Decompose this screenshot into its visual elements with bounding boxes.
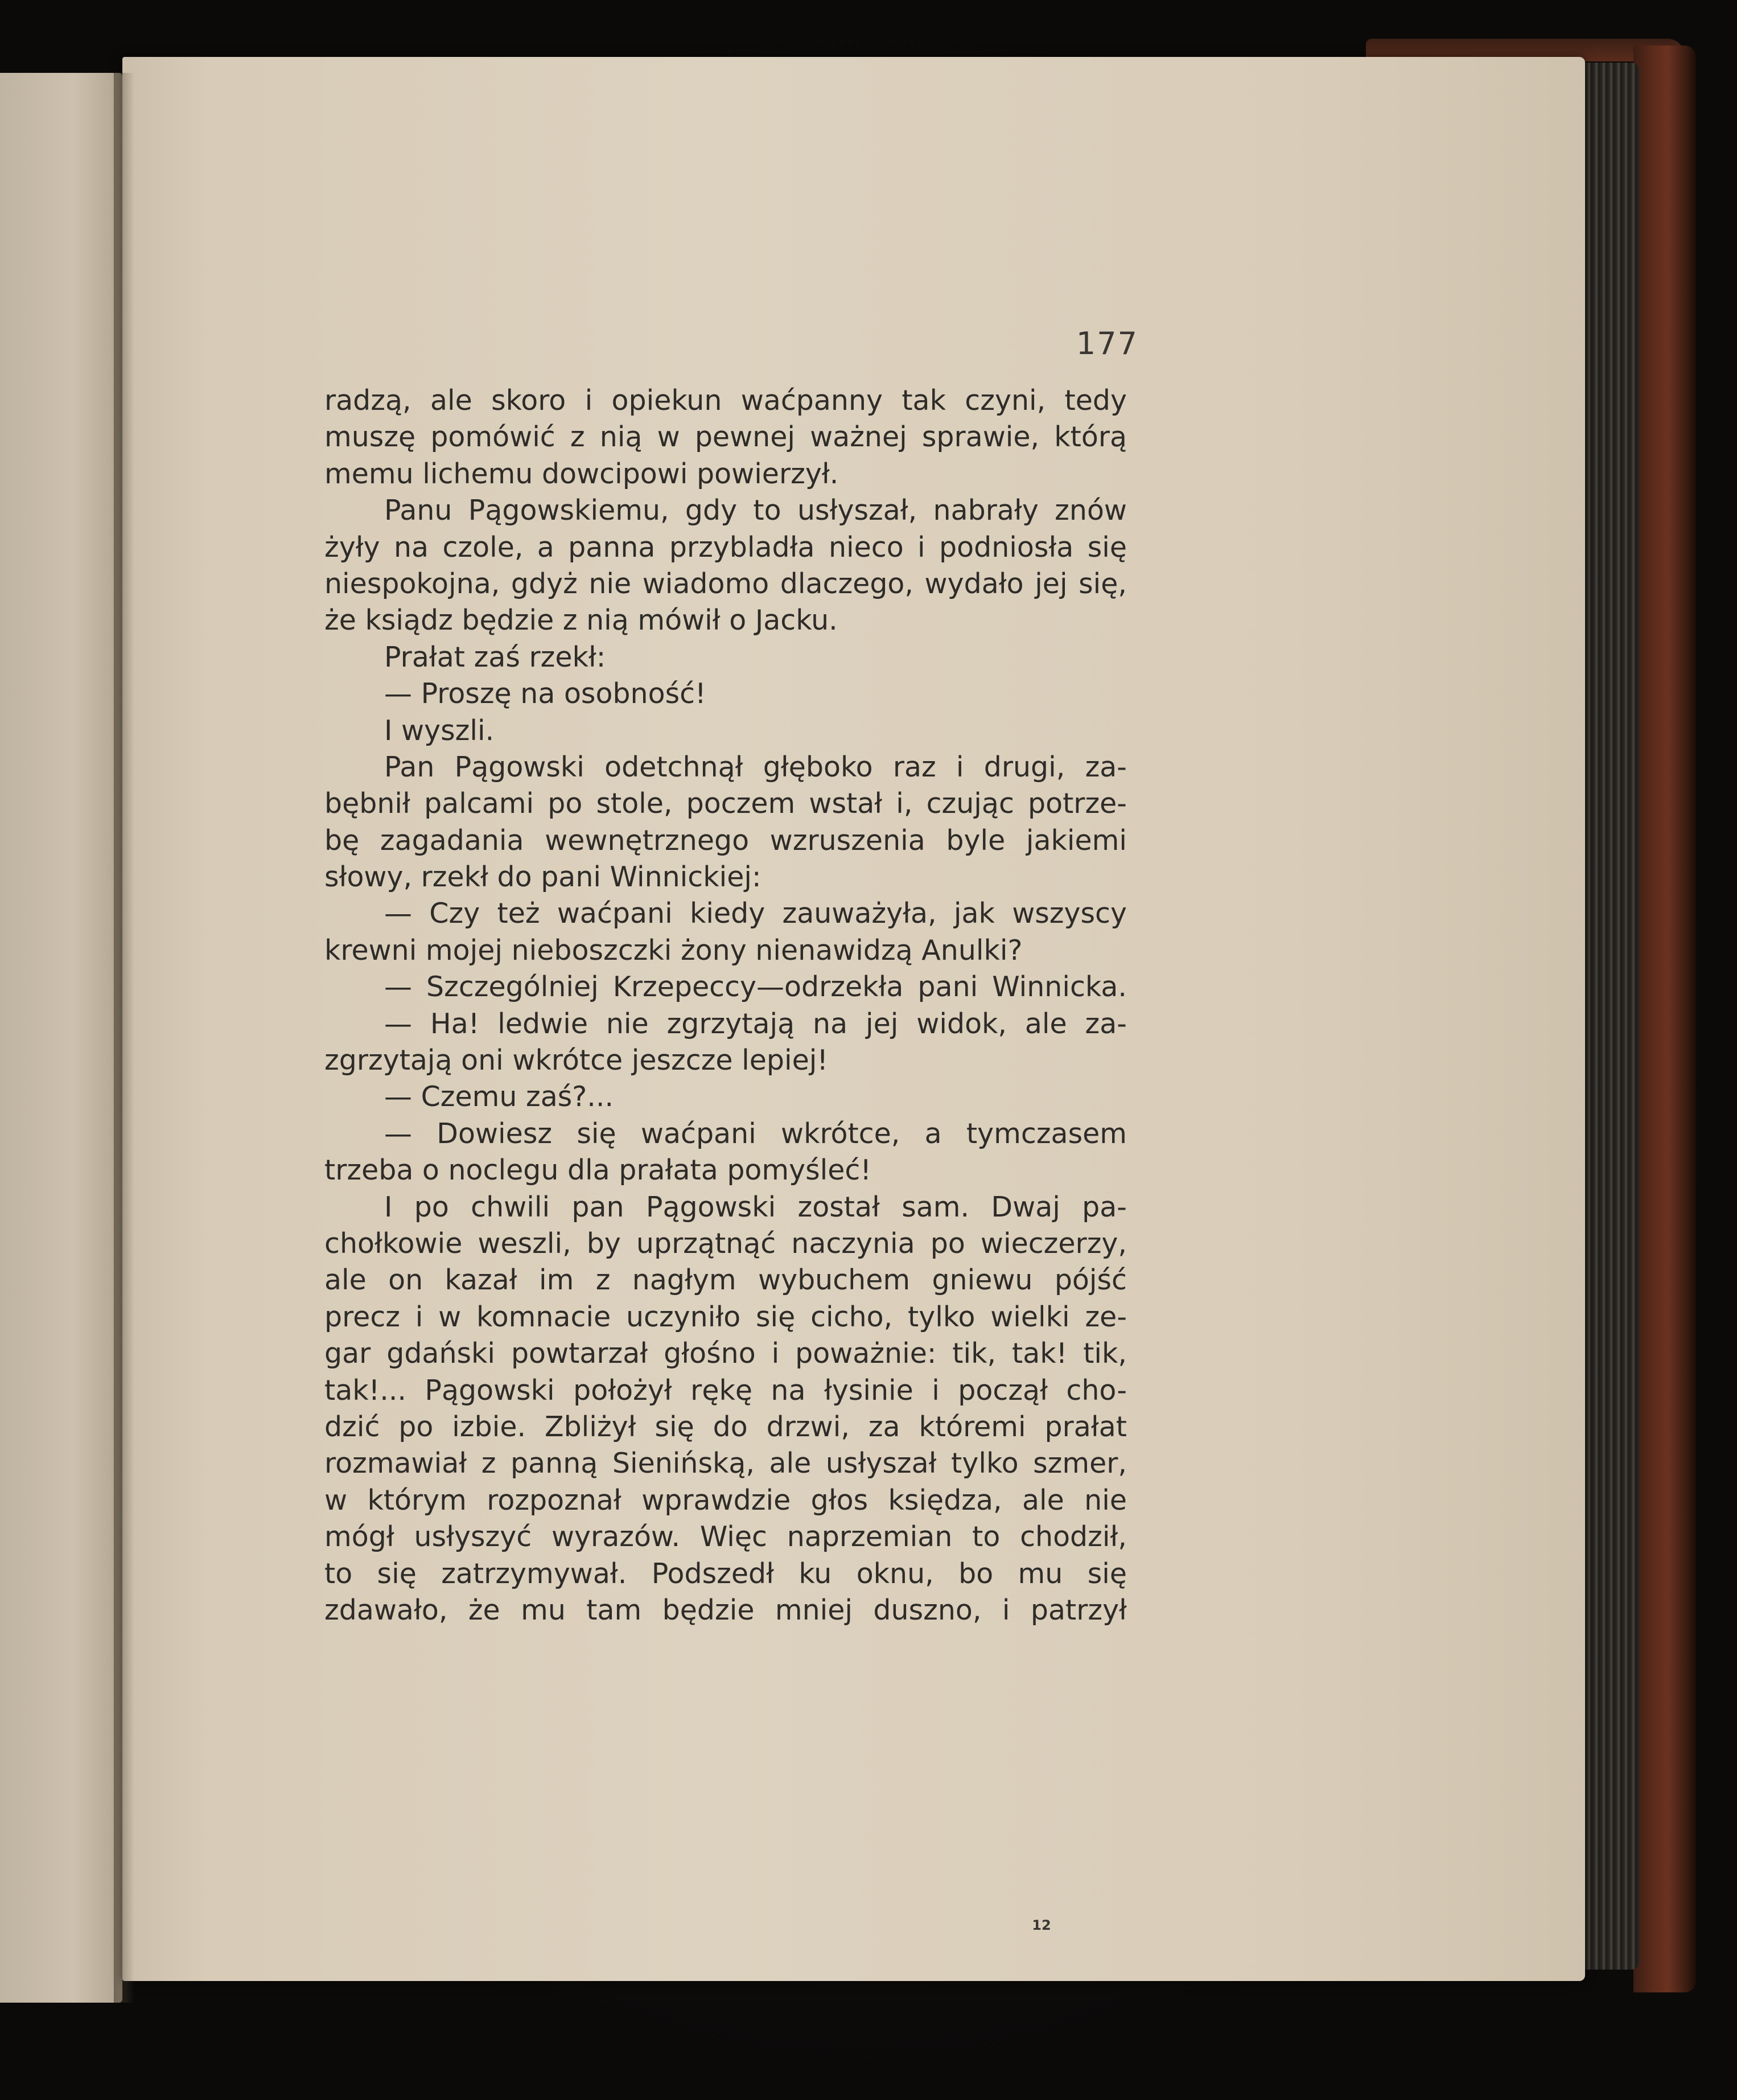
text-line: zdawało, że mu tam będzie mniej duszno, i patrzył	[324, 1593, 1127, 1626]
text-line: — Proszę na osobność!	[384, 677, 706, 710]
text-line: chołkowie weszli, by uprzątnąć naczynia po wieczerzy,	[324, 1227, 1127, 1260]
text-line: — Ha! ledwie nie zgrzytają na jej widok, ale za-	[384, 1007, 1127, 1040]
text-line: krewni mojej nieboszczki żony nienawidzą Anulki?	[324, 934, 1023, 967]
text-line: to się zatrzymywał. Podszedł ku oknu, bo mu się	[324, 1557, 1127, 1590]
page-stack-edge	[1577, 63, 1639, 1970]
text-line: że ksiądz będzie z nią mówił o Jacku.	[324, 604, 838, 637]
text-line: I wyszli.	[384, 714, 495, 747]
text-line: Panu Pągowskiemu, gdy to usłyszał, nabrały znów	[384, 494, 1127, 527]
text-line: ale on kazał im z nagłym wybuchem gniewu pójść	[324, 1264, 1127, 1297]
text-line: — Szczególniej Krzepeccy—odrzekła pani Winnicka.	[384, 971, 1127, 1004]
page-number: 177	[1076, 326, 1138, 361]
text-line: niespokojna, gdyż nie wiadomo dlaczego, wydało jej się,	[324, 567, 1127, 600]
text-line: dzić po izbie. Zbliżył się do drzwi, za któremi prałat	[324, 1410, 1127, 1443]
page-text	[324, 383, 1127, 1629]
facing-page	[0, 73, 122, 2003]
text-line: Prałat zaś rzekł:	[384, 640, 606, 673]
text-line: rozmawiał z panną Sienińską, ale usłyszał tylko szmer,	[324, 1447, 1127, 1480]
book-cover-edge	[1633, 46, 1696, 1992]
text-line: w którym rozpoznał wprawdzie głos księdza, ale nie	[324, 1483, 1127, 1517]
text-line: żyły na czole, a panna przybladła nieco i podniosła się	[324, 531, 1127, 564]
text-line: słowy, rzekł do pani Winnickiej:	[324, 861, 762, 894]
text-line: Pan Pągowski odetchnął głęboko raz i drugi, za-	[384, 750, 1127, 783]
text-line: — Czy też waćpani kiedy zauważyła, jak wszyscy	[384, 897, 1127, 930]
text-line: tak!... Pągowski położył rękę na łysinie i począł cho-	[324, 1374, 1127, 1407]
text-line: precz i w komnacie uczyniło się cicho, tylko wielki ze-	[324, 1300, 1127, 1333]
text-line: mógł usłyszyć wyrazów. Więc naprzemian to chodził,	[324, 1520, 1127, 1554]
text-line: gar gdański powtarzał głośno i poważnie: tik, tak! tik,	[324, 1337, 1127, 1370]
text-line: I po chwili pan Pągowski został sam. Dwaj pa-	[384, 1190, 1127, 1223]
text-line: trzeba o noclegu dla prałata pomyśleć!	[324, 1154, 872, 1187]
text-line: muszę pomówić z nią w pewnej ważnej sprawie, którą	[324, 421, 1127, 454]
text-line: bę zagadania wewnętrznego wzruszenia byle jakiemi	[324, 824, 1127, 857]
text-line: memu lichemu dowcipowi powierzył.	[324, 457, 839, 490]
signature-mark: 12	[1032, 1917, 1051, 1933]
page-gutter	[114, 73, 134, 2003]
text-line: radzą, ale skoro i opiekun waćpanny tak czyni, tedy	[324, 384, 1127, 417]
text-line: zgrzytają oni wkrótce jeszcze lepiej!	[324, 1044, 829, 1077]
text-line: — Dowiesz się waćpani wkrótce, a tymczasem	[384, 1117, 1127, 1150]
text-line: — Czemu zaś?...	[384, 1080, 614, 1113]
text-line: bębnił palcami po stole, poczem wstał i, czując potrze-	[324, 787, 1127, 820]
